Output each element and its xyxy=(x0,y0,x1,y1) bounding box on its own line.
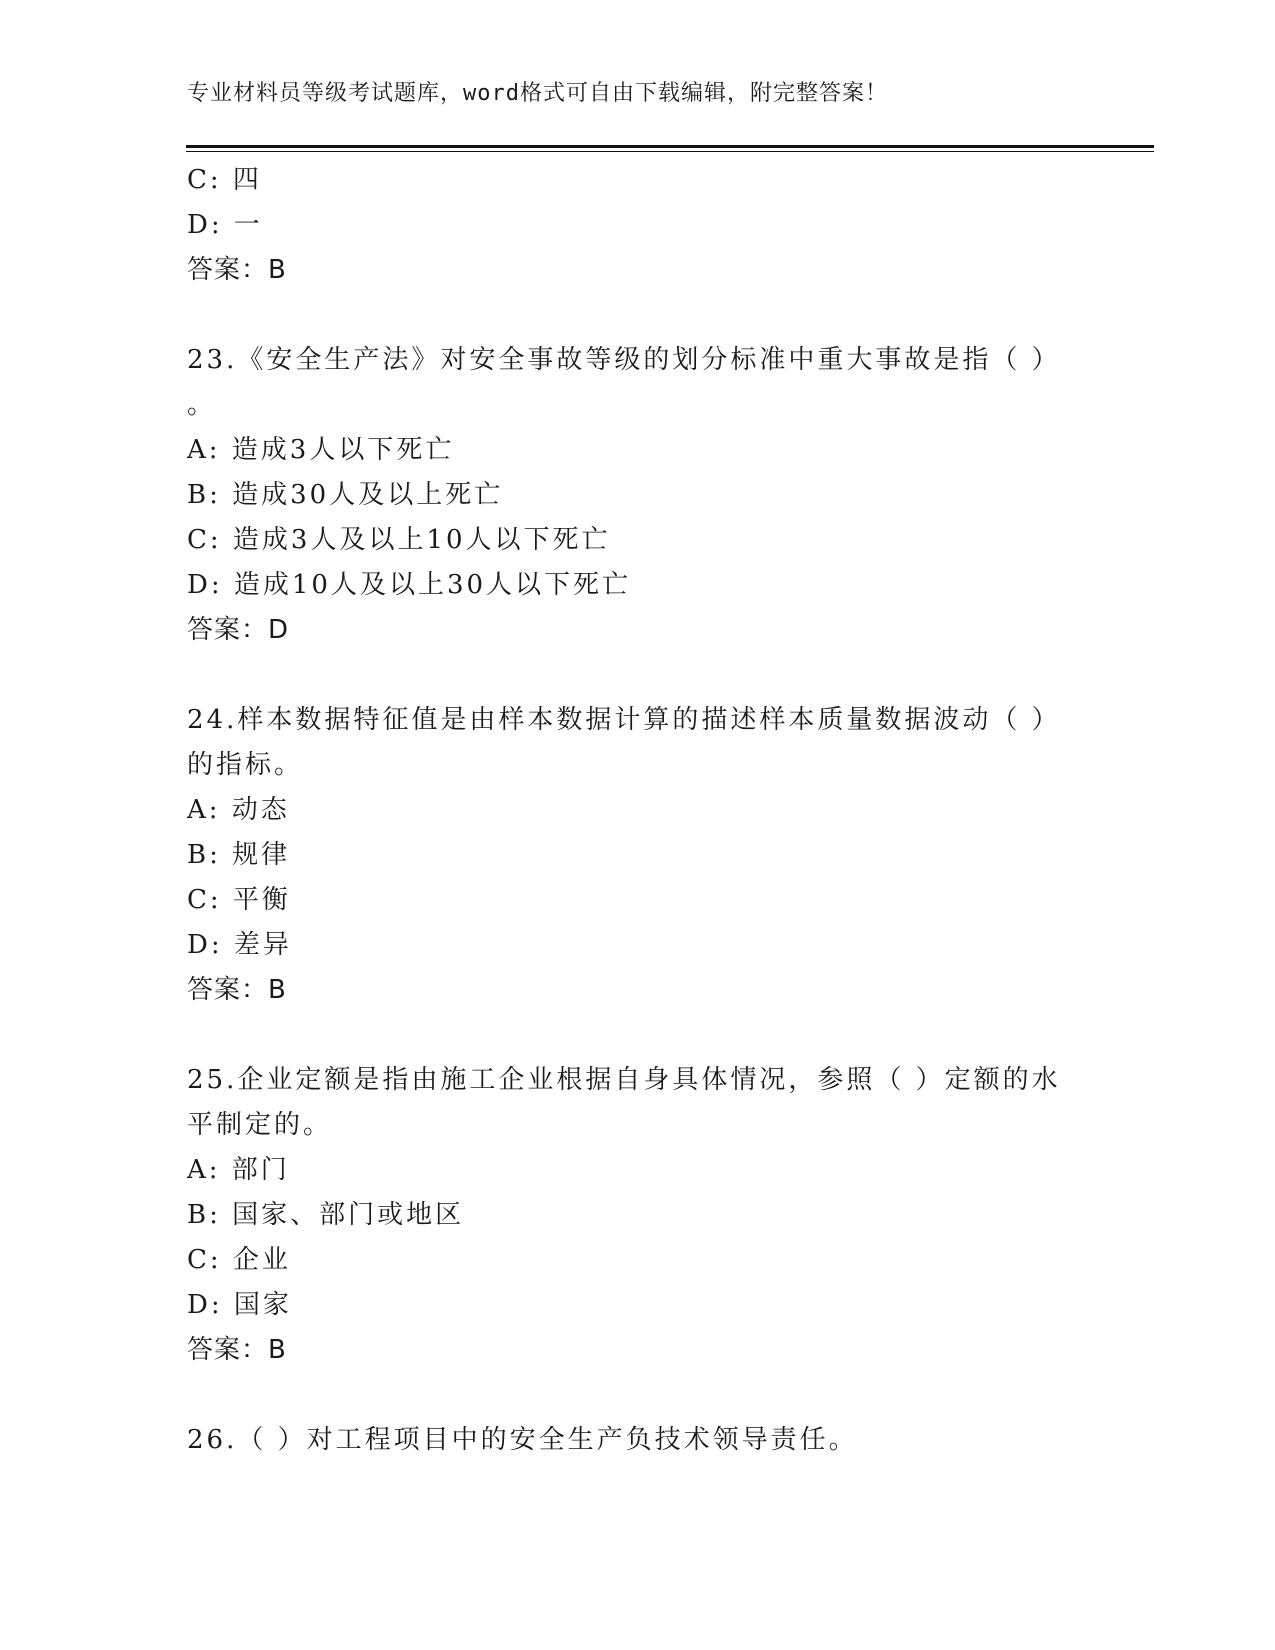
option-line: A: 动态 xyxy=(187,795,290,825)
option-line: A: 部门 xyxy=(187,1155,290,1185)
answer-line: 答案：B xyxy=(187,975,287,1005)
option-line: C: 平衡 xyxy=(187,885,291,915)
answer-line: 答案：B xyxy=(187,255,287,285)
question-line: 24.样本数据特征值是由样本数据计算的描述样本质量数据波动（ ） xyxy=(187,705,1061,735)
question-line: 26.（ ）对工程项目中的安全生产负技术领导责任。 xyxy=(187,1425,858,1455)
option-line: C: 四 xyxy=(187,165,262,195)
question-line: 。 xyxy=(187,390,217,420)
option-line: B: 国家、部门或地区 xyxy=(187,1200,465,1230)
option-line: B: 规律 xyxy=(187,840,291,870)
page-header: 专业材料员等级考试题库，word格式可自由下载编辑，附完整答案！ xyxy=(187,81,888,106)
answer-line: 答案：D xyxy=(187,615,290,645)
question-content xyxy=(187,158,1087,1463)
blank-line xyxy=(187,1013,1087,1058)
option-line: C: 企业 xyxy=(187,1245,291,1275)
question-line: 23.《安全生产法》对安全事故等级的划分标准中重大事故是指（ ） xyxy=(187,345,1061,375)
blank-line xyxy=(187,293,1087,338)
option-line: C: 造成3人及以上10人以下死亡 xyxy=(187,525,611,555)
blank-line xyxy=(187,1373,1087,1418)
option-line: A: 造成3人以下死亡 xyxy=(187,435,455,465)
option-line: D: 一 xyxy=(187,210,263,240)
option-line: D: 国家 xyxy=(187,1290,292,1320)
header-rule-thin xyxy=(186,151,1154,152)
blank-line xyxy=(187,653,1087,698)
answer-line: 答案：B xyxy=(187,1335,287,1365)
option-line: D: 差异 xyxy=(187,930,292,960)
question-line: 25.企业定额是指由施工企业根据自身具体情况，参照（ ）定额的水 xyxy=(187,1065,1061,1095)
question-line: 平制定的。 xyxy=(187,1110,333,1140)
option-line: D: 造成10人及以上30人以下死亡 xyxy=(187,570,632,600)
question-line: 的指标。 xyxy=(187,750,304,780)
header-rule-thick xyxy=(186,145,1154,148)
option-line: B: 造成30人及以上死亡 xyxy=(187,480,504,510)
